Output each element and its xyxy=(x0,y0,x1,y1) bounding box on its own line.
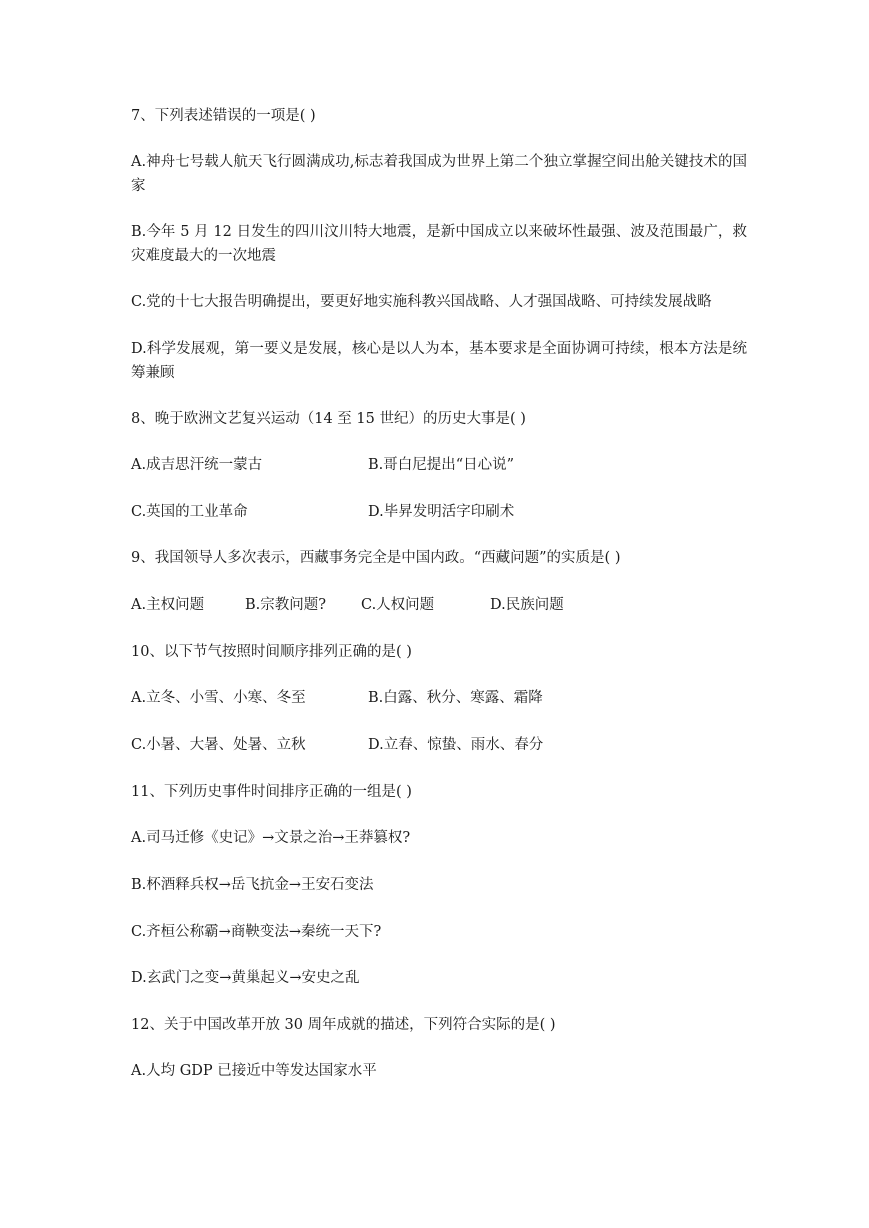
question-11-stem: 11、下列历史事件时间排序正确的一组是( ) xyxy=(131,784,412,800)
question-8-option-c: C.英国的工业革命 xyxy=(131,504,248,520)
question-7-option-a: A.神舟七号载人航天飞行圆满成功,标志着我国成为世界上第二个独立掌握空间出舱关键技术的国家 xyxy=(131,154,747,194)
question-12-stem: 12、关于中国改革开放 30 周年成就的描述，下列符合实际的是( ) xyxy=(131,1017,556,1033)
question-11-option-a: A.司马迁修《史记》→文景之治→王莽篡权? xyxy=(131,830,411,846)
question-10-option-c: C.小暑、大暑、处暑、立秋 xyxy=(131,737,306,753)
question-7-option-c: C.党的十七大报告明确提出，要更好地实施科教兴国战略、人才强国战略、可持续发展战略 xyxy=(131,294,712,310)
question-12-option-a: A.人均 GDP 已接近中等发达国家水平 xyxy=(131,1063,377,1079)
question-8-stem: 8、晚于欧洲文艺复兴运动（14 至 15 世纪）的历史大事是( ) xyxy=(131,411,526,427)
question-11-option-b: B.杯酒释兵权→岳飞抗金→王安石变法 xyxy=(131,877,374,893)
question-7-option-d: D.科学发展观，第一要义是发展，核心是以人为本，基本要求是全面协调可持续，根本方法是统筹兼顾 xyxy=(131,341,747,381)
question-9-option-d: D.民族问题 xyxy=(490,597,564,613)
question-7-stem: 7、下列表述错误的一项是( ) xyxy=(131,108,316,124)
question-11-option-c: C.齐桓公称霸→商鞅变法→秦统一天下? xyxy=(131,924,382,940)
question-10-option-b: B.白露、秋分、寒露、霜降 xyxy=(368,690,543,706)
question-9-option-b: B.宗教问题? xyxy=(245,597,327,613)
question-10-option-a: A.立冬、小雪、小寒、冬至 xyxy=(131,690,306,706)
question-9-option-a: A.主权问题 xyxy=(131,597,205,613)
question-10-stem: 10、以下节气按照时间顺序排列正确的是( ) xyxy=(131,644,412,660)
question-7-option-b: B.今年 5 月 12 日发生的四川汶川特大地震，是新中国成立以来破坏性最强、波及范围最广，救灾难度最大的一次地震 xyxy=(131,224,747,264)
question-8-option-a: A.成吉思汗统一蒙古 xyxy=(131,457,263,473)
question-8-option-b: B.哥白尼提出“日心说” xyxy=(368,457,515,473)
question-8-option-d: D.毕昇发明活字印刷术 xyxy=(368,504,515,520)
question-11-option-d: D.玄武门之变→黄巢起义→安史之乱 xyxy=(131,970,360,986)
question-9-stem: 9、我国领导人多次表示，西藏事务完全是中国内政。“西藏问题”的实质是( ) xyxy=(131,550,621,566)
question-9-option-c: C.人权问题 xyxy=(361,597,435,613)
question-10-option-d: D.立春、惊蛰、雨水、春分 xyxy=(368,737,544,753)
